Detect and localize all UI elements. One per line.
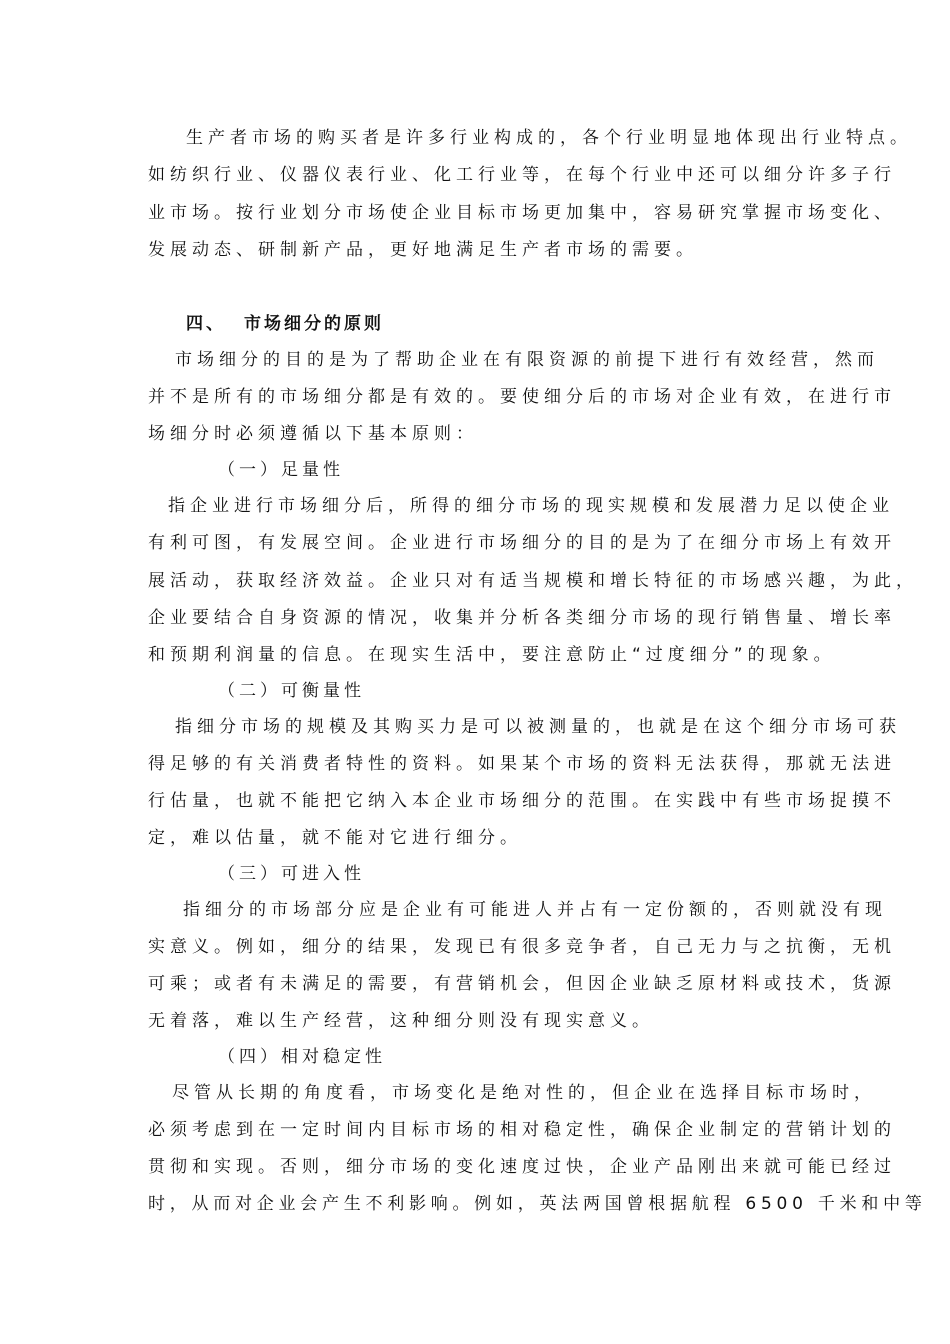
principle-2-line-4: 定，难以估量，就不能对它进行细分。 xyxy=(148,828,522,848)
principle-1-line-3: 展活动，获取经济效益。企业只对有适当规模和增长特征的市场感兴趣，为此， xyxy=(148,571,918,591)
principle-1-line-4: 企业要结合自身资源的情况，收集并分析各类细分市场的现行销售量、增长率 xyxy=(148,608,896,628)
principle-1-heading: （一）足量性 xyxy=(218,460,344,480)
principle-2-line-1: 指细分市场的规模及其购买力是可以被测量的，也就是在这个细分市场可获 xyxy=(175,717,901,737)
principle-1-line-1: 指企业进行市场细分后，所得的细分市场的现实规模和发展潜力足以使企业 xyxy=(168,496,894,516)
section-number: 四、 xyxy=(186,314,226,334)
principle-3-line-3: 可乘；或者有未满足的需要，有营销机会，但因企业缺乏原材料或技术，货源 xyxy=(148,974,896,994)
principle-1-line-2: 有利可图，有发展空间。企业进行市场细分的目的是为了在细分市场上有效开 xyxy=(148,533,896,553)
principle-4-line-2: 必须考虑到在一定时间内目标市场的相对稳定性，确保企业制定的营销计划的 xyxy=(148,1120,896,1140)
principle-4-heading: （四）相对稳定性 xyxy=(218,1047,386,1067)
principle-3-heading: （三）可进入性 xyxy=(218,864,365,884)
section-intro-line-3: 场细分时必须遵循以下基本原则： xyxy=(148,424,478,444)
principle-3-line-2: 实意义。例如，细分的结果，发现已有很多竞争者，自己无力与之抗衡，无机 xyxy=(148,937,896,957)
section-title: 市场细分的原则 xyxy=(244,314,384,334)
principle-1-line-5: 和预期利润量的信息。在现实生活中，要注意防止“过度细分”的现象。 xyxy=(148,645,836,665)
principle-2-line-3: 行估量，也就不能把它纳入本企业市场细分的范围。在实践中有些市场捉摸不 xyxy=(148,791,896,811)
intro-line-2: 如纺织行业、仪器仪表行业、化工行业等，在每个行业中还可以细分许多子行 xyxy=(148,165,896,185)
principle-4-line-4: 时，从而对企业会产生不利影响。例如，英法两国曾根据航程 6500 千米和中等 xyxy=(148,1194,927,1214)
section-heading xyxy=(186,313,384,335)
principle-2-line-2: 得足够的有关消费者特性的资料。如果某个市场的资料无法获得，那就无法进 xyxy=(148,754,896,774)
principle-2-heading: （二）可衡量性 xyxy=(218,681,365,701)
principle-3-line-4: 无着落，难以生产经营，这种细分则没有现实意义。 xyxy=(148,1011,654,1031)
principle-4-line-3: 贯彻和实现。否则，细分市场的变化速度过快，企业产品刚出来就可能已经过 xyxy=(148,1157,896,1177)
section-intro-line-2: 并不是所有的市场细分都是有效的。要使细分后的市场对企业有效，在进行市 xyxy=(148,387,896,407)
intro-line-4: 发展动态、研制新产品，更好地满足生产者市场的需要。 xyxy=(148,240,698,260)
section-intro-line-1: 市场细分的目的是为了帮助企业在有限资源的前提下进行有效经营，然而 xyxy=(175,350,879,370)
intro-line-1: 生产者市场的购买者是许多行业构成的，各个行业明显地体现出行业特点。 xyxy=(186,128,912,148)
principle-4-line-1: 尽管从长期的角度看，市场变化是绝对性的，但企业在选择目标市场时， xyxy=(172,1083,876,1103)
intro-line-3: 业市场。按行业划分市场使企业目标市场更加集中，容易研究掌握市场变化、 xyxy=(148,203,896,223)
principle-3-line-1: 指细分的市场部分应是企业有可能进人并占有一定份额的，否则就没有现 xyxy=(183,900,887,920)
